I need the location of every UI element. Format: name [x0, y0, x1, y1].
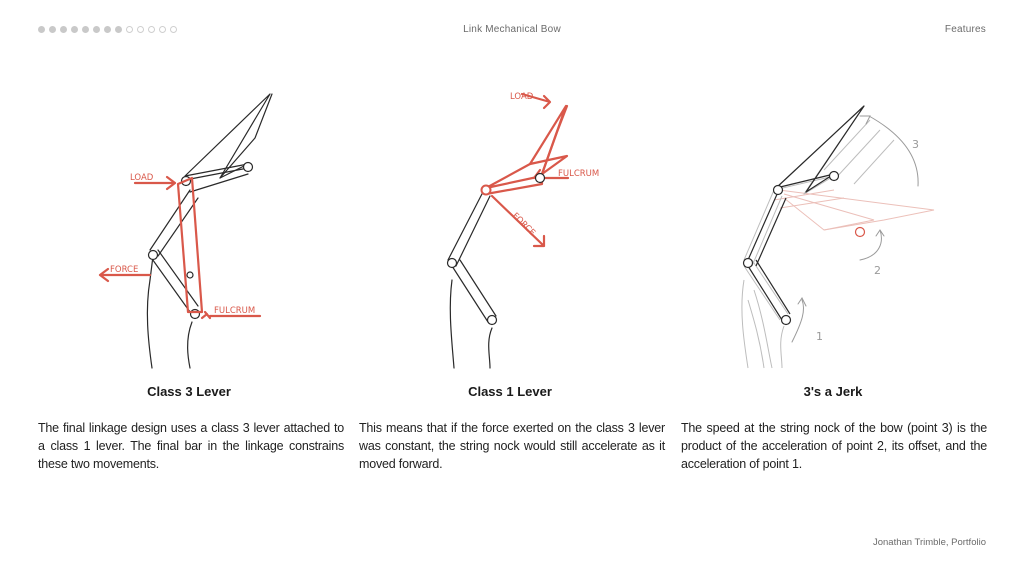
class1-title: Class 1 Lever — [468, 384, 552, 399]
jerk-drawing — [684, 80, 984, 370]
fulcrum-label: FULCRUM — [558, 169, 600, 179]
section-label: Features — [944, 24, 986, 35]
class3-title: Class 3 Lever — [147, 384, 231, 399]
jerk-figure — [684, 80, 984, 370]
load-label: LOAD — [130, 173, 154, 183]
class3-lever-figure — [50, 80, 350, 370]
point-1-label: 1 — [816, 330, 823, 343]
force-label: FORCE — [509, 211, 538, 239]
upper-limb — [185, 94, 270, 178]
page-title: Link Mechanical Bow — [463, 24, 561, 35]
class3-description: The final linkage design uses a class 3 lever attached to a class 1 lever. The final bar in the linkage constrains these two movements. — [38, 421, 344, 471]
jerk-description: The speed at the string nock of the bow (point 3) is the product of the acceleration of point 2, its offset, and the acceleration of point 1. — [681, 421, 987, 471]
fulcrum-label: FULCRUM — [214, 306, 256, 316]
point-3-label: 3 — [912, 138, 919, 151]
force-label: FORCE — [110, 265, 139, 275]
footer-credit: Jonathan Trimble, Portfolio — [872, 537, 986, 548]
class3-lever-drawing — [50, 80, 350, 370]
class1-description: This means that if the force exerted on the class 3 lever was constant, the string nock would still accelerate as it moved forward. — [359, 421, 665, 471]
load-label: LOAD — [510, 92, 534, 102]
jerk-title: 3's a Jerk — [803, 384, 863, 399]
point-2-label: 2 — [874, 264, 881, 277]
class1-lever-figure — [362, 80, 662, 370]
class1-lever-drawing — [362, 80, 662, 370]
